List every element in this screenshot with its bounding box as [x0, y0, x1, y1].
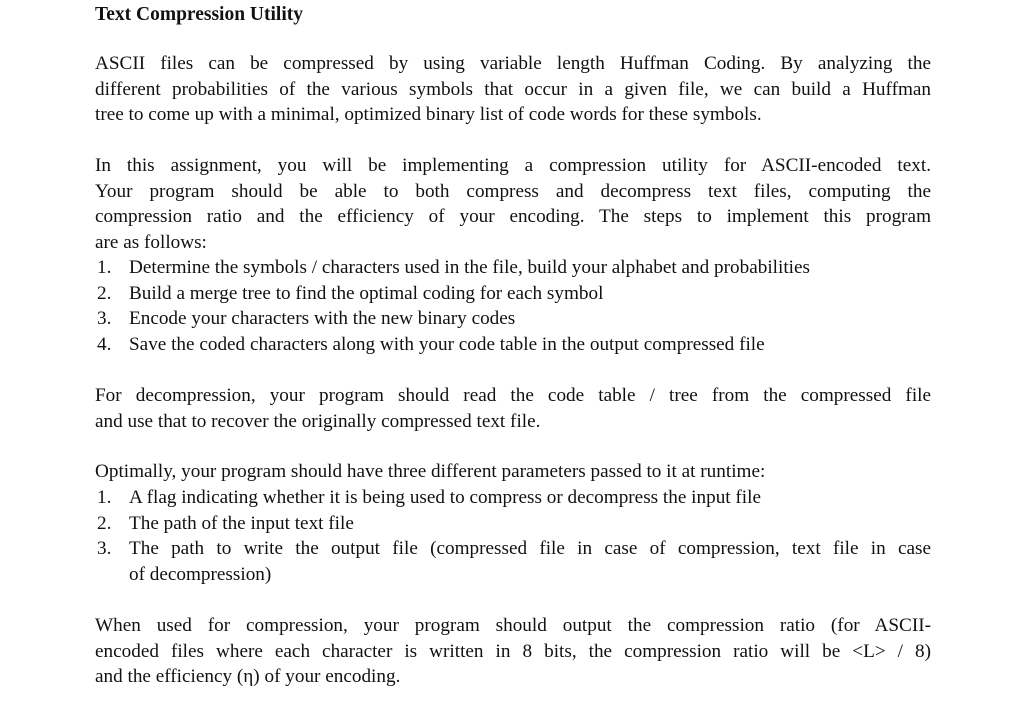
list-item-text-continued: of decompression): [129, 563, 272, 585]
list-item: [95, 511, 931, 537]
list-item-text: Encode your characters with the new binary codes: [129, 308, 516, 330]
list-number: 3.: [97, 538, 112, 560]
list-item-text: Build a merge tree to find the optimal coding for each symbol: [129, 282, 604, 304]
paragraph-line: When used for compression, your program should output the compression ratio (for ASCII-: [95, 615, 931, 636]
list-item-text: A flag indicating whether it is being used to compress or decompress the input file: [129, 487, 761, 508]
document-title: Text Compression Utility: [95, 4, 304, 25]
paragraph-line: encoded files where each character is written in 8 bits, the compression ratio will be <L> / 8): [95, 640, 931, 662]
paragraph-line: In this assignment, you will be implementing a compression utility for ASCII-encoded text.: [95, 155, 931, 176]
paragraph-line: different probabilities of the various symbols that occur in a given file, we can build a Huffman: [95, 78, 931, 100]
intro-paragraph: [95, 51, 931, 128]
list-number: 4.: [97, 333, 112, 355]
list-number: 1.: [97, 257, 112, 278]
list-item: [95, 306, 931, 332]
parameters-paragraph: [95, 459, 931, 485]
paragraph-line: tree to come up with a minimal, optimized binary list of code words for these symbols.: [95, 104, 762, 126]
paragraph-line: and use that to recover the originally compressed text file.: [95, 410, 541, 432]
paragraph-line: and the efficiency (η) of your encoding.: [95, 666, 401, 688]
list-item-text: Determine the symbols / characters used in the file, build your alphabet and probabilities: [129, 257, 810, 278]
list-number: 2.: [97, 512, 112, 534]
steps-list: [95, 255, 931, 357]
assignment-paragraph: [95, 153, 931, 255]
list-item: [95, 332, 931, 358]
paragraph-line: are as follows:: [95, 231, 207, 253]
list-item-text: The path of the input text file: [129, 512, 354, 534]
list-number: 1.: [97, 487, 112, 508]
list-item: [95, 281, 931, 307]
list-item: [95, 536, 931, 587]
list-item-text: The path to write the output file (compressed file in case of compression, text file in case: [129, 538, 931, 560]
output-paragraph: [95, 613, 931, 690]
paragraph-line: For decompression, your program should read the code table / tree from the compressed file: [95, 385, 931, 406]
list-number: 3.: [97, 308, 112, 330]
list-number: 2.: [97, 282, 112, 304]
list-item-text: Save the coded characters along with your code table in the output compressed file: [129, 333, 765, 355]
paragraph-line: Your program should be able to both compress and decompress text files, computing the: [95, 180, 931, 202]
parameters-list: [95, 485, 931, 587]
paragraph-line: ASCII files can be compressed by using variable length Huffman Coding. By analyzing the: [95, 53, 931, 74]
paragraph-line: Optimally, your program should have three different parameters passed to it at runtime:: [95, 461, 766, 482]
list-item: [95, 485, 931, 511]
decompression-paragraph: [95, 383, 931, 434]
list-item: [95, 255, 931, 281]
paragraph-line: compression ratio and the efficiency of your encoding. The steps to implement this program: [95, 206, 931, 228]
